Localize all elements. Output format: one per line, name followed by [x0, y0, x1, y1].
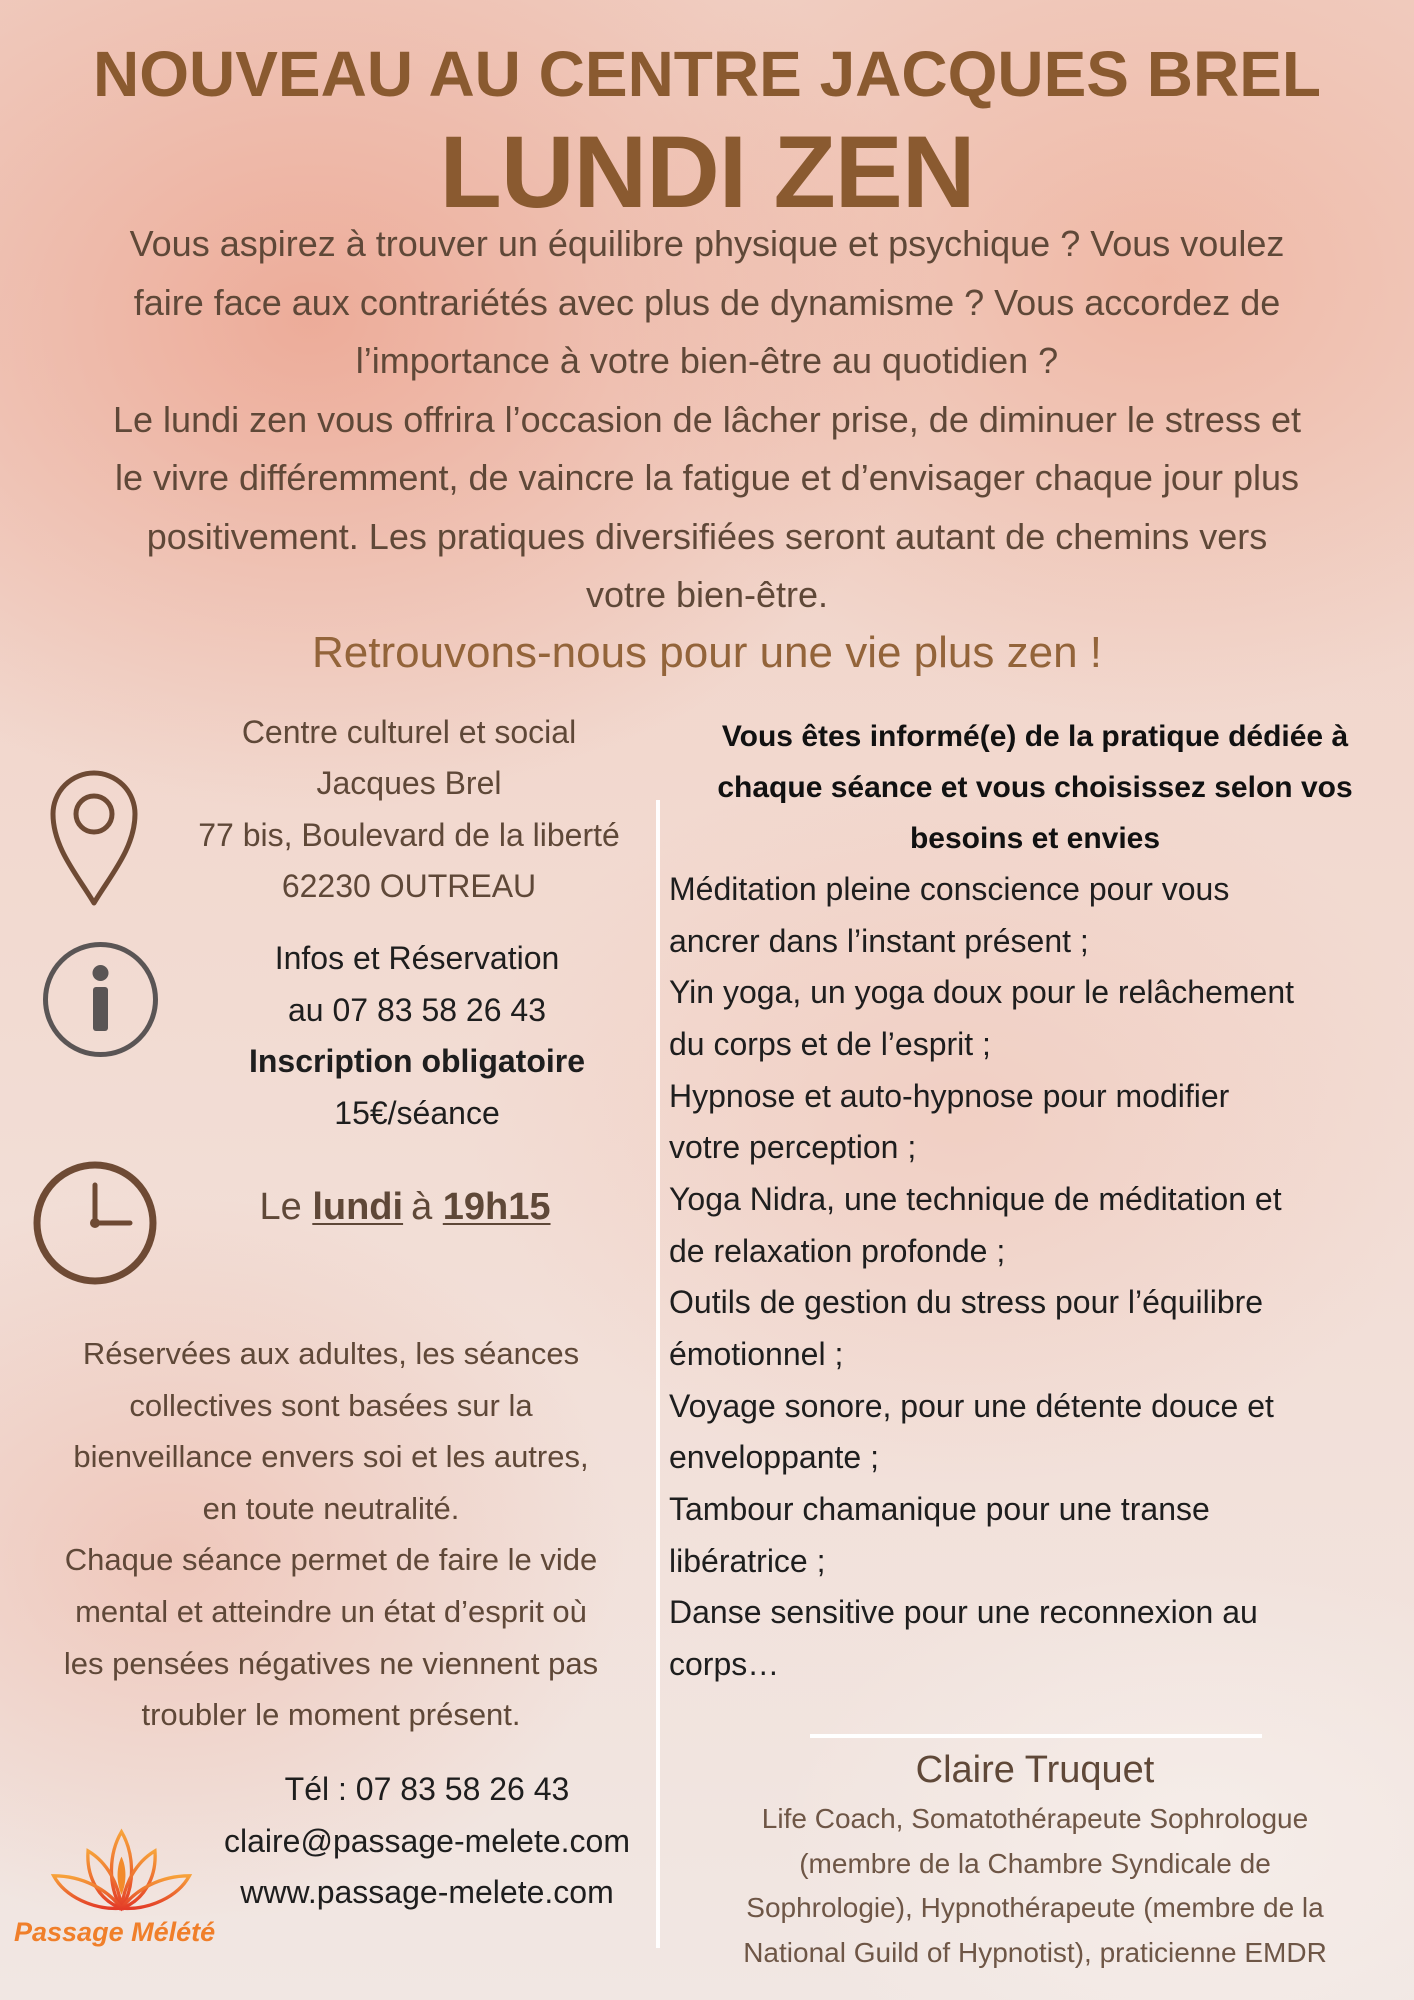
booking-mandatory: Inscription obligatoire — [248, 1043, 585, 1080]
bio-line: National Guild of Hypnotist), praticienne EMDR — [743, 1937, 1327, 1969]
practices-heading-line: chaque séance et vous choisissez selon vos — [717, 771, 1353, 804]
practice-line: émotionnel ; — [669, 1336, 844, 1373]
intro-line: le vivre différemment, de vaincre la fatigue et d’envisager chaque jour plus — [115, 457, 1299, 498]
intro-line: Vous aspirez à trouver un équilibre physique et psychique ? Vous voulez — [129, 223, 1285, 264]
practice-line: Voyage sonore, pour une détente douce et — [669, 1387, 1274, 1424]
practice-line: Méditation pleine conscience pour vous — [669, 871, 1230, 907]
practices-heading-line: besoins et envies — [909, 822, 1161, 855]
intro-line: votre bien-être. — [585, 574, 829, 615]
schedule-connector: à — [411, 1186, 433, 1228]
separator-line — [810, 1734, 1262, 1738]
logo-wordmark: Passage Mélété — [14, 1917, 216, 1947]
audience-line: en toute neutralité. — [202, 1490, 460, 1526]
practitioner-name: Claire Truquet — [915, 1749, 1155, 1791]
column-divider — [656, 800, 660, 1948]
schedule-prefix: Le — [259, 1186, 302, 1228]
practices-heading-line: Vous êtes informé(e) de la pratique dédiée à — [721, 720, 1349, 753]
venue-address — [160, 707, 658, 912]
clock-icon — [32, 1160, 158, 1286]
practice-line: Yoga Nidra, une technique de méditation et — [669, 1181, 1282, 1218]
booking-title: Infos et Réservation — [274, 940, 560, 976]
poster-subtitle: LUNDI ZEN — [439, 115, 975, 229]
schedule-line — [200, 1183, 610, 1231]
contact-block — [200, 1764, 654, 1919]
intro-line: faire face aux contrariétés avec plus de dynamisme ? Vous accordez de — [133, 281, 1281, 323]
practice-line: Danse sensitive pour une reconnexion au — [669, 1594, 1258, 1631]
practice-line: Hypnose et auto-hypnose pour modifier — [669, 1077, 1230, 1114]
map-pin-icon — [48, 768, 140, 908]
audience-paragraph — [10, 1328, 652, 1741]
tagline: Retrouvons-nous pour une vie plus zen ! — [311, 628, 1103, 677]
practice-line: de relaxation profonde ; — [669, 1232, 1006, 1269]
info-icon — [42, 941, 159, 1058]
audience-line: bienveillance envers soi et les autres, — [73, 1439, 589, 1475]
practitioner-bio — [665, 1797, 1405, 1976]
practice-line: du corps et de l’esprit ; — [669, 1026, 991, 1063]
contact-website: www.passage-melete.com — [240, 1874, 614, 1911]
contact-phone: Tél : 07 83 58 26 43 — [284, 1771, 570, 1807]
booking-info — [177, 933, 657, 1140]
audience-line: Réservées aux adultes, les séances — [82, 1336, 580, 1371]
practice-line: Outils de gestion du stress pour l’équilibre — [669, 1284, 1264, 1321]
poster-title: NOUVEAU AU CENTRE JACQUES BREL — [93, 38, 1321, 110]
audience-line: collectives sont basées sur la — [129, 1387, 533, 1423]
practices-heading — [665, 711, 1405, 864]
bio-line: Life Coach, Somatothérapeute Sophrologue — [761, 1803, 1309, 1834]
contact-email: claire@passage-melete.com — [224, 1822, 630, 1859]
intro-paragraph — [10, 215, 1404, 625]
practice-line: Tambour chamanique pour une transe — [669, 1491, 1210, 1528]
schedule-time: 19h15 — [442, 1186, 551, 1228]
venue-line: 77 bis, Boulevard de la liberté — [198, 816, 620, 853]
audience-line: troubler le moment présent. — [141, 1697, 521, 1733]
booking-price: 15€/séance — [334, 1095, 500, 1132]
booking-phone: au 07 83 58 26 43 — [287, 991, 546, 1028]
venue-line: Centre culturel et social — [241, 714, 577, 750]
bio-line: (membre de la Chambre Syndicale de — [799, 1847, 1271, 1879]
schedule-day: lundi — [312, 1186, 404, 1228]
venue-line: Jacques Brel — [316, 765, 502, 802]
practice-line: corps… — [669, 1646, 780, 1683]
intro-line: positivement. Les pratiques diversifiées seront autant de chemins vers — [146, 515, 1268, 557]
practice-line: votre perception ; — [669, 1129, 917, 1166]
intro-line: l’importance à votre bien-être au quotidien ? — [355, 340, 1059, 381]
practice-line: libératrice ; — [669, 1542, 826, 1579]
audience-line: mental et atteindre un état d’esprit où — [75, 1593, 587, 1629]
practice-line: ancrer dans l’instant présent ; — [669, 922, 1089, 959]
bio-line: Sophrologie), Hypnothérapeute (membre de la — [746, 1892, 1324, 1924]
practice-line: Yin yoga, un yoga doux pour le relâchement — [669, 974, 1294, 1011]
practice-line: enveloppante ; — [669, 1439, 879, 1476]
audience-line: Chaque séance permet de faire le vide — [64, 1542, 598, 1578]
intro-line: Le lundi zen vous offrira l’occasion de lâcher prise, de diminuer le stress et — [113, 398, 1301, 440]
practices-list — [669, 864, 1405, 1691]
lotus-logo-icon — [45, 1828, 198, 1914]
venue-line: 62230 OUTREAU — [281, 867, 537, 904]
audience-line: les pensées négatives ne viennent pas — [63, 1645, 599, 1681]
